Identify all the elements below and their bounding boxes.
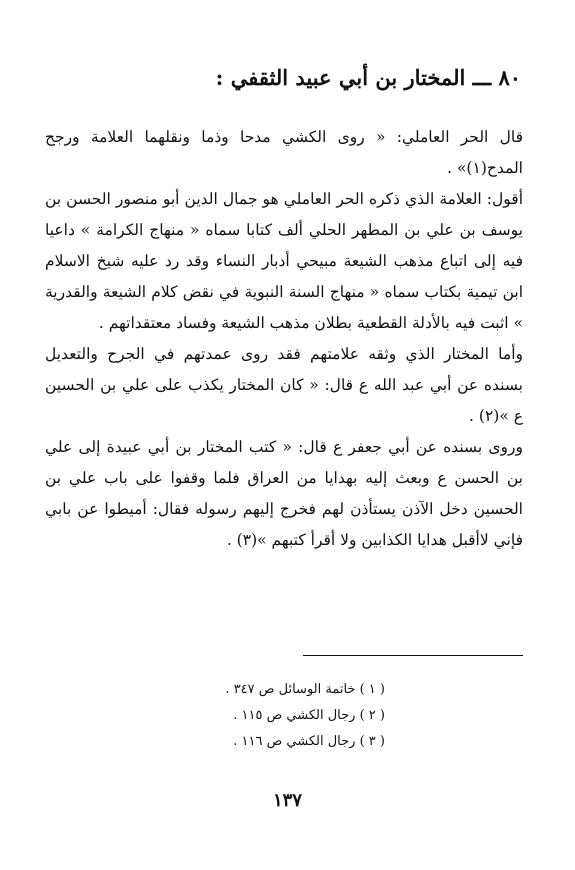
footnote-separator: [303, 655, 523, 656]
paragraph-1: قال الحر العاملي: « روى الكشي مدحا وذما ونقلهما العلامة ورجح المدح(١)» .: [45, 128, 523, 177]
footnote-1: ( ١ ) خاتمة الوسائل ص ٣٤٧ .: [225, 682, 385, 697]
paragraph-2: أقول: العلامة الذي ذكره الحر العاملي هو جمال الدين أبو منصور الحسن بن يوسف بن علي بن المطهر الحلي ألف كتابا سماه « منهاج الكرامة » داعيا فيه إلى اتباع مذهب الشيعة مبيحي أدبار النساء وقد رد عليه شيخ الاسلام ابن تيمية بكتاب سماه « منهاج السنة النبوية في نقض كلام الشيعة والقدرية » اثبت فيه بالأدلة القطعية بطلان مذهب الشيعة وفساد معتقداتهم .: [45, 190, 523, 332]
footnotes: [50, 677, 385, 755]
footnote-2: ( ٢ ) رجال الكشي ص ١١٥ .: [233, 708, 385, 723]
section-heading: ٨٠ ـــ المختار بن أبي عبيد الثقفي :: [215, 65, 521, 90]
main-text: [45, 122, 523, 556]
paragraph-3: وأما المختار الذي وثقه علامتهم فقد روى عمدتهم في الجرح والتعديل بسنده عن أبي عبد الله ع قال: « كان المختار يكذب على علي بن الحسين ع »(٢) .: [45, 345, 523, 425]
page-number: ١٣٧: [272, 790, 302, 811]
paragraph-4: وروى بسنده عن أبي جعفر ع قال: « كتب المختار بن أبي عبيدة إلى علي بن الحسن ع وبعث إليه بهدايا من العراق فلما وقفوا على باب علي بن الحسين دخل الآذن يستأذن لهم فخرج إليهم رسوله فقال: أميطوا عن بابي فإني لاأقبل هدايا الكذابين ولا أقرأ كتبهم »(٣) .: [45, 438, 523, 549]
footnote-3: ( ٣ ) رجال الكشي ص ١١٦ .: [233, 734, 385, 749]
